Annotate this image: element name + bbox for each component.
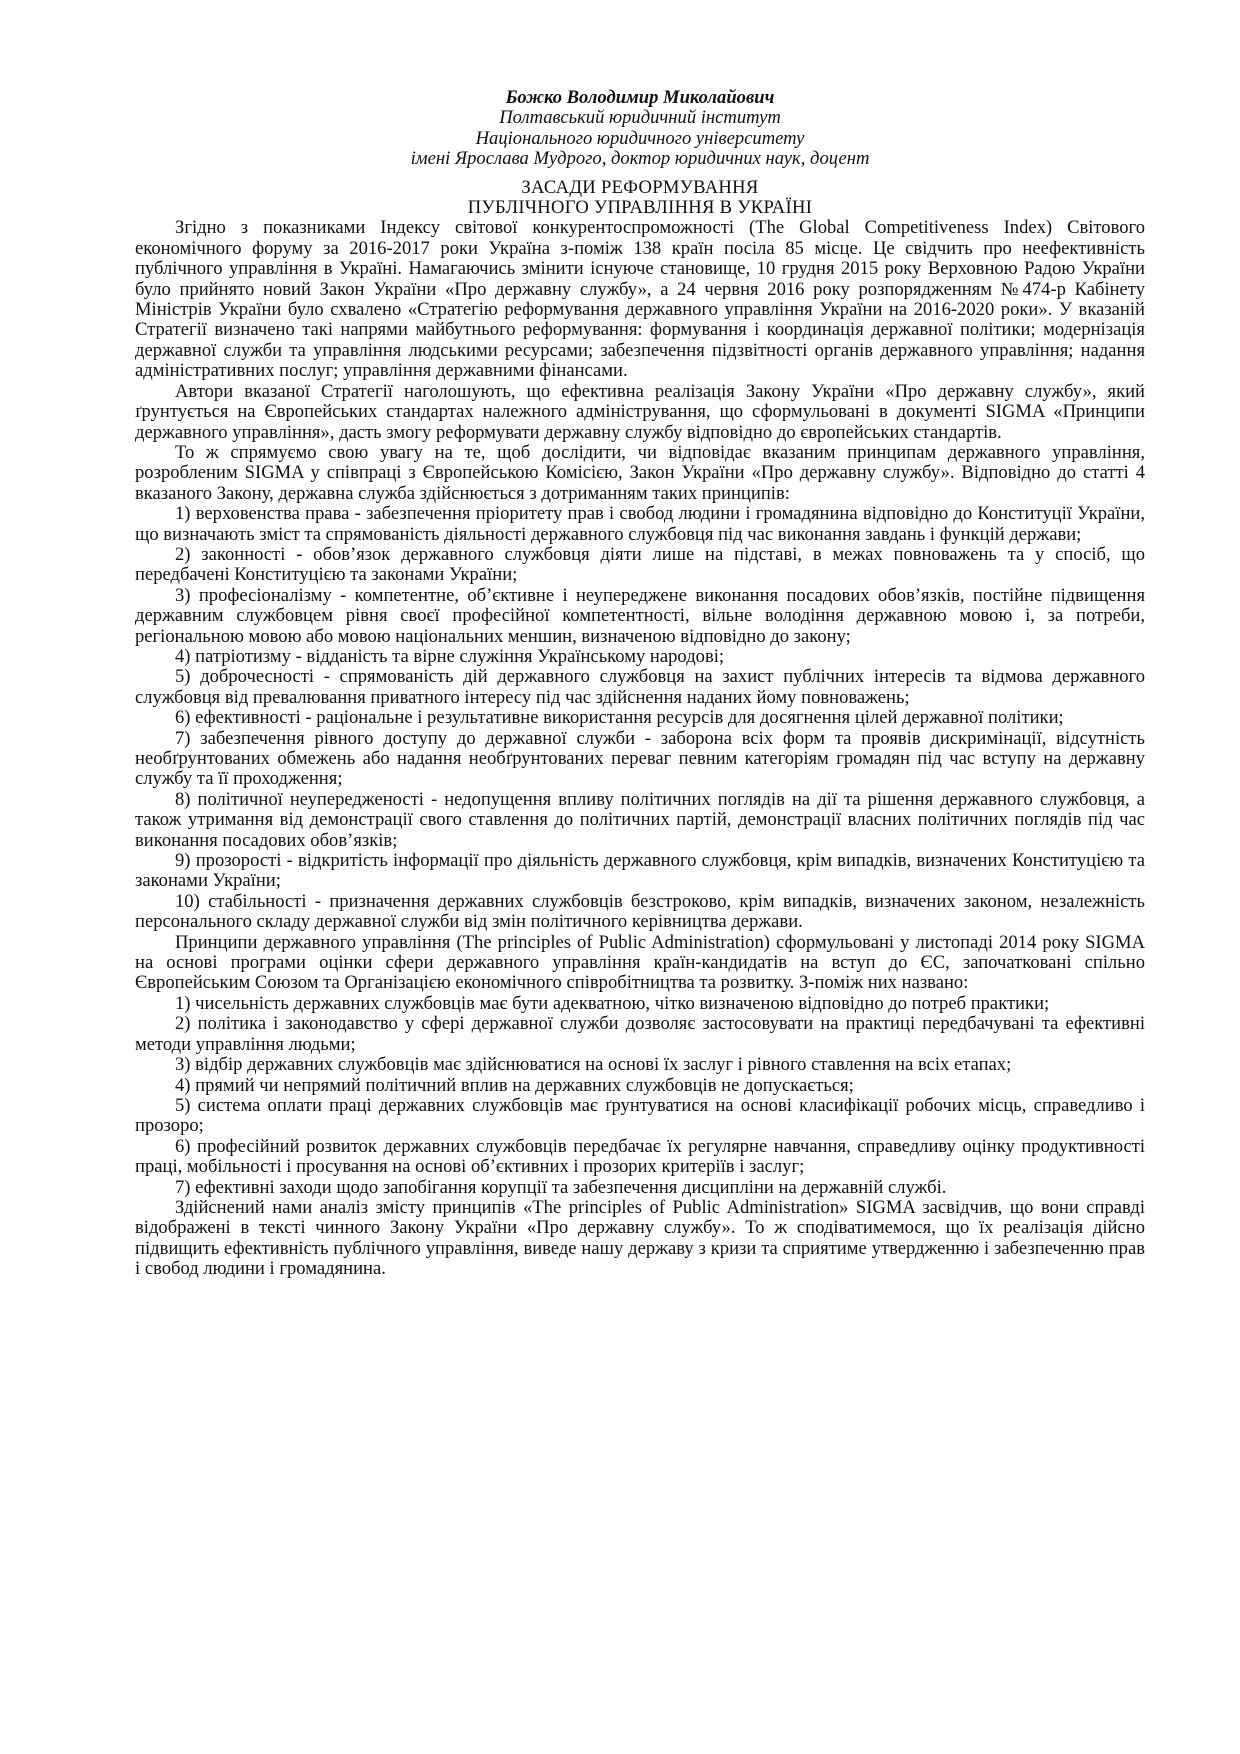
list-item: 10) стабільності - призначення державних службовців безстроково, крім випадків, визначених законом, незалежність персонального складу державної служби від змін політичного керівництва держави. [135, 890, 1145, 933]
title-line-2: ПУБЛІЧНОГО УПРАВЛІННЯ В УКРАЇНІ [467, 197, 813, 219]
list-item: 2) політика і законодавство у сфері державної служби дозволяє застосовувати на практиці передбачувані та ефективні методи управління людьми; [135, 1013, 1145, 1055]
list-item: 3) відбір державних службовців має здійснюватися на основі їх заслуг і рівного ставлення на всіх етапах; [175, 1054, 1012, 1076]
list-item: 6) ефективності - раціональне і результативне використання ресурсів для досягнення цілей державної політики; [175, 707, 1064, 729]
paragraph-law-principles-intro: То ж спрямуємо свою увагу на те, щоб дослідити, чи відповідає вказаним принципам державного управління, розробленим SIGMA у співпраці з Європейською Комісією, Закон України «Про державну службу». Відповідно до статті 4 вказаного Закону, державна служба здійснюється з дотриманням таких принципів: [135, 441, 1145, 504]
list-item: 5) доброчесності - спрямованість дій державного службовця на захист публічних інтересів та відмова державного службовця від превалювання приватного інтересу під час здійснення наданих йому повноважень; [135, 666, 1145, 708]
paragraph-sigma-intro: Принципи державного управління (The principles of Public Administration) сформульовані у листопаді 2014 року SIGMA на основі програми оцінки сфери державного управління країн-кандидатів на вступ до ЄС, започатковані спільно Європейським Союзом та Організацією економічного співробітництва та розвитку. З-поміж них названо: [135, 931, 1145, 994]
list-item: 7) ефективні заходи щодо запобігання корупції та забезпечення дисципліни на державній службі. [175, 1176, 947, 1198]
title-line-1: ЗАСАДИ РЕФОРМУВАННЯ [521, 176, 759, 198]
list-item: 9) прозорості - відкритість інформації про діяльність державного службовця, крім випадків, визначених Конституцією та законами України; [135, 850, 1145, 892]
sigma-principles-list [135, 994, 1145, 1198]
paragraph-strategy: Автори вказаної Стратегії наголошують, що ефективна реалізація Закону України «Про державну службу», який ґрунтується на Європейських стандартах належного адміністрування, що сформульовані в документі SIGMA «Принципи державного управління», дасть змогу реформувати державну службу відповідно до європейських стандартів. [135, 380, 1145, 443]
paragraph-intro: Згідно з показниками Індексу світової конкурентоспроможності (The Global Competitiveness Index) Світового економічного форуму за 2016-2017 роки Україна з-поміж 138 країн посіла 85 місце. Це свідчить про неефективність публічного управління в Україні. Намагаючись змінити існуюче становище, 10 грудня 2015 року Верховною Радою України було прийнято новий Закон України «Про державну службу», а 24 червня 2016 року розпорядженням №474-р Кабінету Міністрів України було схвалено «Стратегію реформування державного управління України на 2016-2020 роки». У вказаній Стратегії визначено такі напрями майбутнього реформування: формування і координація державної політики; модернізація державної служби та управління людськими ресурсами; забезпечення підзвітності органів державного управління; надання адміністративних послуг; управління державними фінансами. [135, 217, 1145, 382]
author-affiliation-3: імені Ярослава Мудрого, доктор юридичних наук, доцент [410, 148, 870, 170]
author-affiliation-2: Національного юридичного університету [475, 127, 805, 149]
law-principles-list [135, 504, 1145, 933]
list-item: 1) верховенства права - забезпечення пріоритету прав і свобод людини і громадянина відповідно до Конституції України, що визначають зміст та спрямованість діяльності державного службовця під час виконання завдань і функцій держави; [135, 503, 1145, 545]
list-item: 7) забезпечення рівного доступу до державної служби - заборона всіх форм та проявів дискримінації, відсутність необґрунтованих обмежень або надання необґрунтованих переваг певним категоріям громадян під час вступу на державну службу та її проходження; [135, 727, 1145, 790]
document-page [135, 88, 1145, 1280]
list-item: 1) чисельність державних службовців має бути адекватною, чітко визначеною відповідно до потреб практики; [175, 992, 1050, 1014]
list-item: 3) професіоналізму - компетентне, об’єктивне і неупереджене виконання посадових обов’язків, постійне підвищення державним службовцем рівня своєї професійної компетентності, вільне володіння державною мовою і, за потреби, регіональною мовою або мовою національних меншин, визначеною відповідно до закону; [135, 584, 1145, 647]
list-item: 6) професійний розвиток державних службовців передбачає їх регулярне навчання, справедливу оцінку продуктивності праці, мобільності і просування на основі об’єктивних і прозорих критеріїв і заслуг; [135, 1135, 1145, 1178]
list-item: 4) патріотизму - відданість та вірне служіння Українському народові; [175, 645, 725, 667]
author-name: Божко Володимир Миколайович [505, 87, 775, 108]
list-item: 2) законності - обов’язок державного службовця діяти лише на підставі, в межах повноважень та у спосіб, що передбачені Конституцією та законами України; [135, 543, 1145, 586]
list-item: 5) система оплати праці державних службовців має ґрунтуватися на основі класифікації робочих місць, справедливо і прозоро; [135, 1094, 1145, 1137]
list-item: 4) прямий чи непрямий політичний вплив на державних службовців не допускається; [175, 1074, 854, 1096]
document-title [135, 178, 1145, 219]
list-item: 8) політичної неупередженості - недопущення впливу політичних поглядів на дії та рішення державного службовця, а також утримання від демонстрації свого ставлення до політичних партій, демонстрації власних політичних поглядів під час виконання посадових обов’язків; [135, 788, 1145, 851]
author-block [135, 88, 1145, 170]
author-affiliation-1: Полтавський юридичний інститут [499, 107, 781, 129]
paragraph-conclusion: Здійснений нами аналіз змісту принципів «The principles of Public Administration» SIGMA засвідчив, що вони справді відображені в тексті чинного Закону України «Про державну службу». То ж сподіватимемося, що їх реалізація дійсно підвищить ефективність публічного управління, виведе нашу державу з кризи та сприятиме утвердженню і забезпеченню прав і свобод людини і громадянина. [135, 1196, 1145, 1280]
